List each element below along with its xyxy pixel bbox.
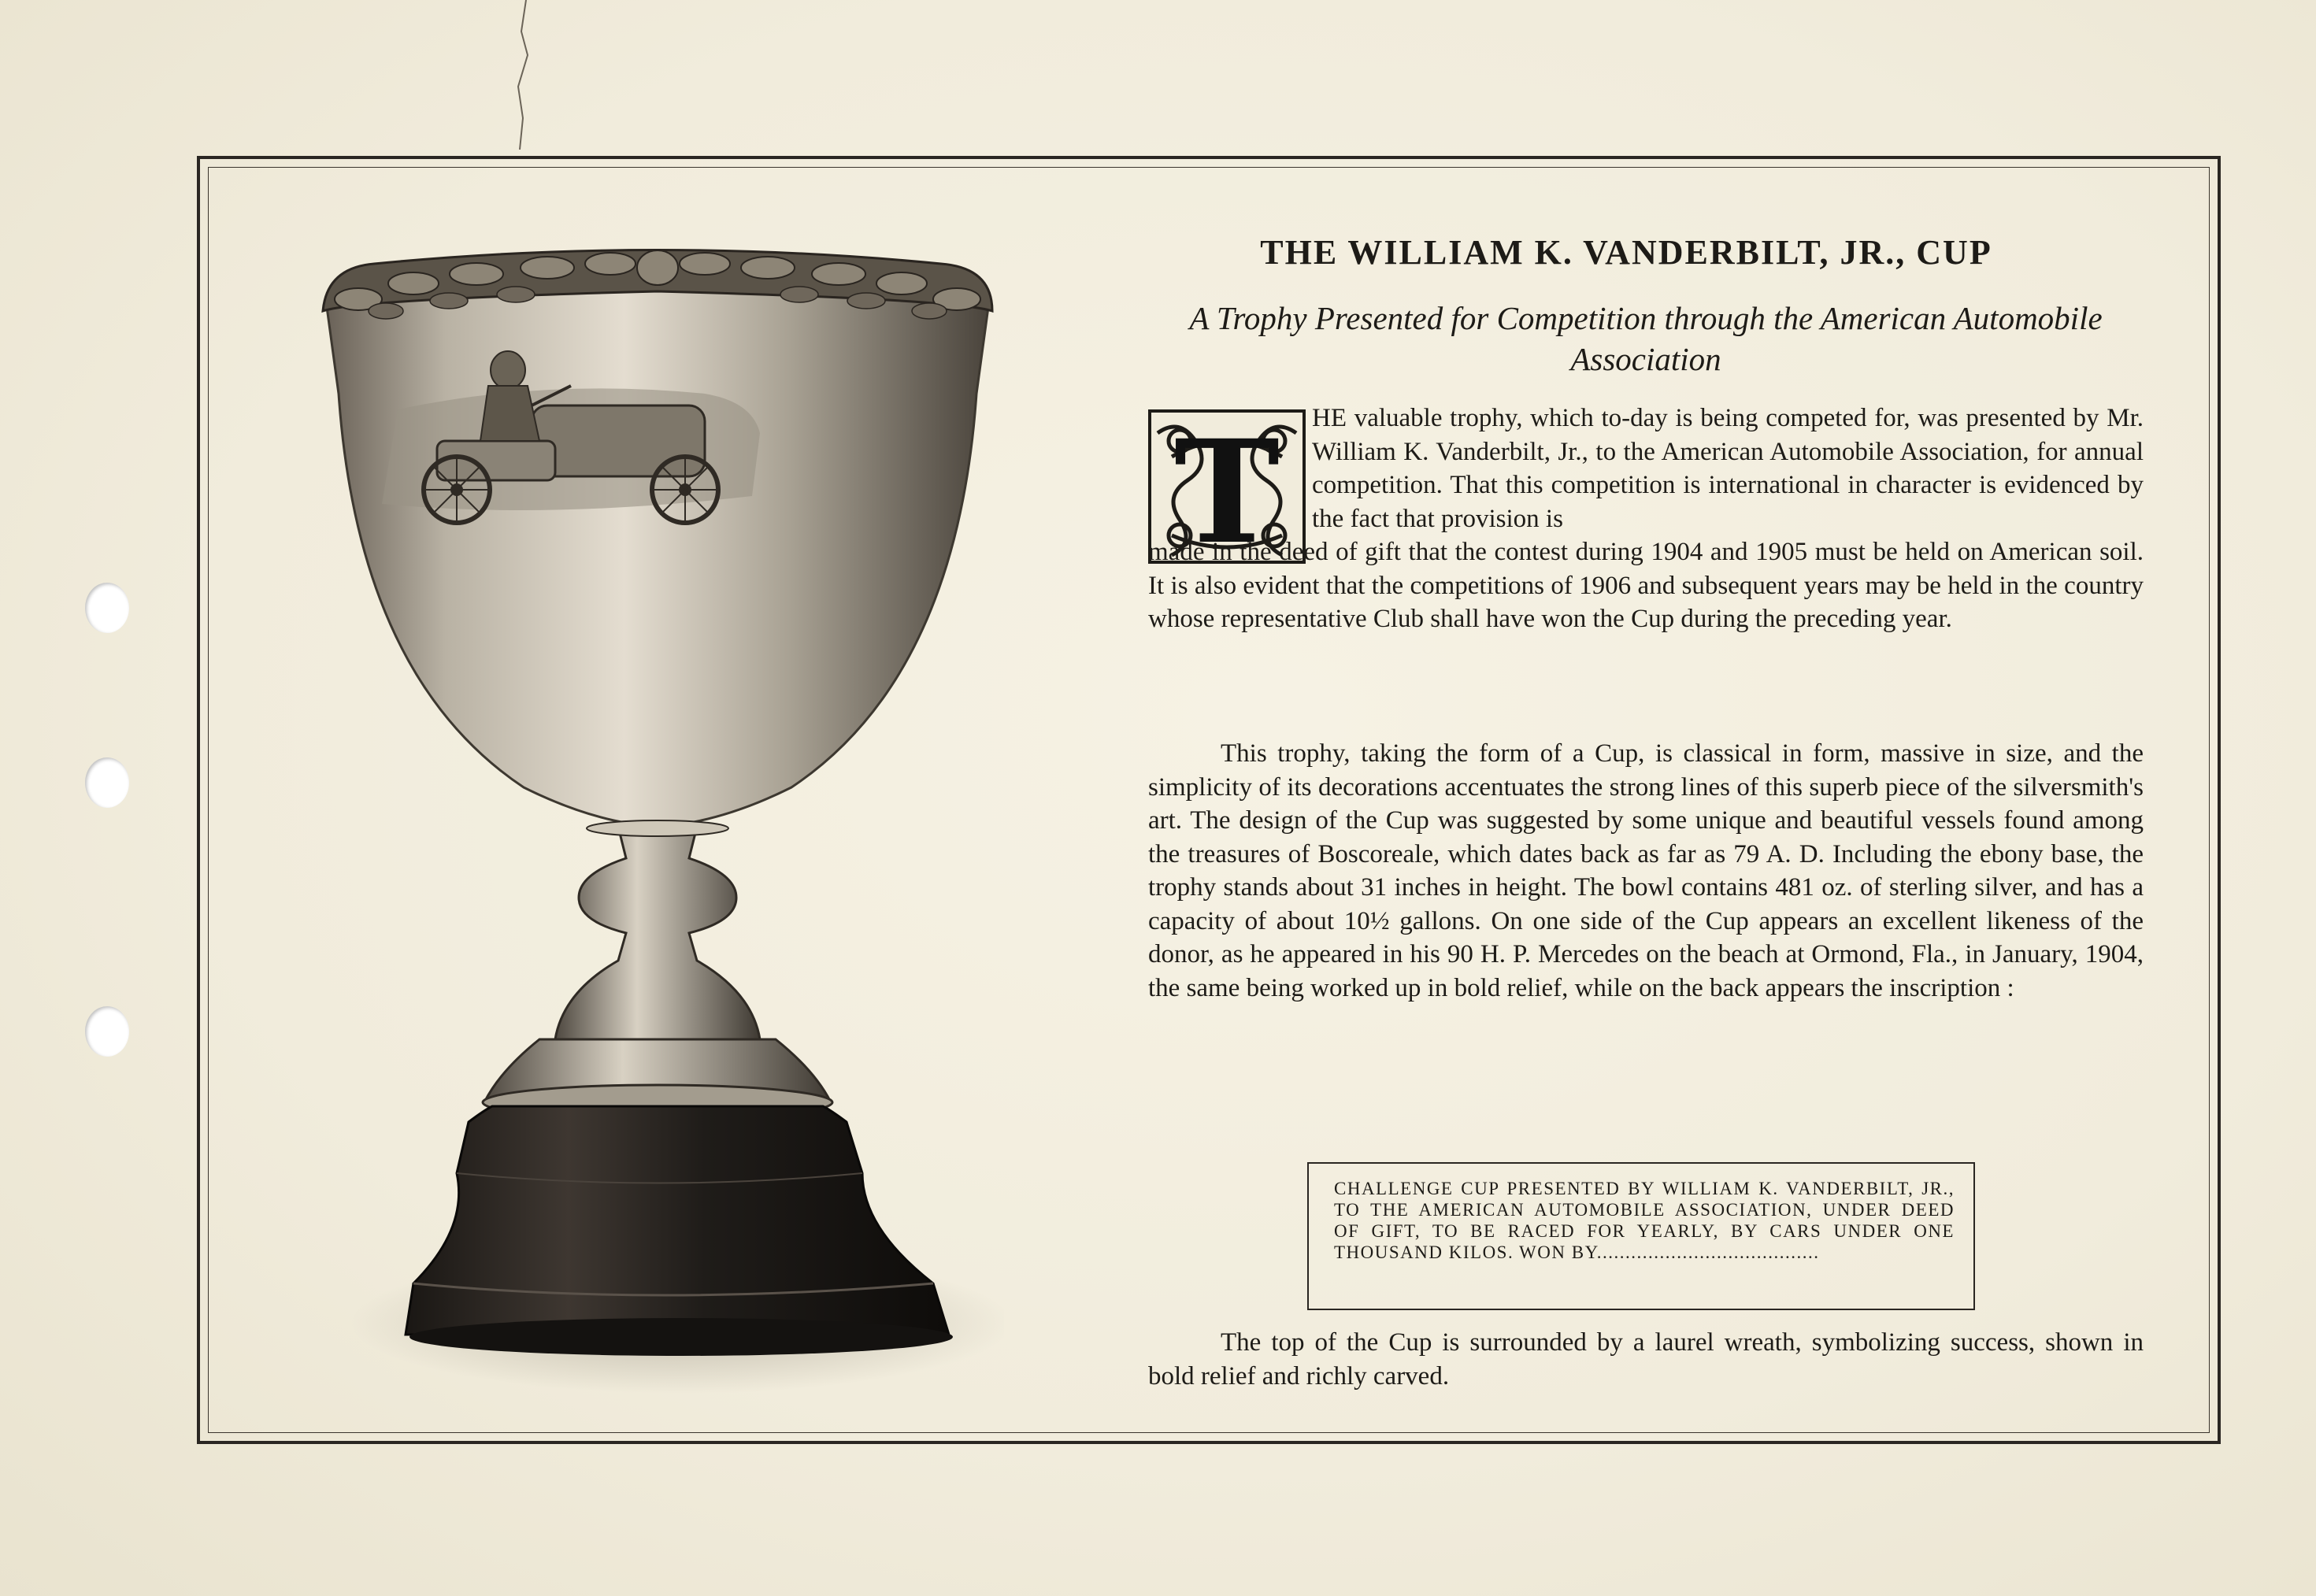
- dropcap-letter: T: [1174, 409, 1280, 564]
- paragraph-1-lead: HE valuable trophy, which to-day is being competed for, was presented by Mr. William K. Vanderbilt, Jr., to the American Automobile Association, for annual competition. That this competition is international in character is evidenced by the fact that provision is: [1312, 404, 2144, 533]
- page-title: THE WILLIAM K. VANDERBILT, JR., CUP: [1260, 233, 1992, 272]
- paragraph-2: This trophy, taking the form of a Cup, is classical in form, massive in size, and the simplicity of its decorations accentuates the strong lines of this superb piece of the silversmith's art. The design of the Cup was suggested by some unique and beautiful vessels found among the treasures of Boscoreale, which dates back as far as 79 A. D. Including the ebony base, the trophy stands about 31 inches in height. The bowl contains 481 oz. of sterling silver, and has a capacity of about 10½ gallons. On one side of the Cup appears an excellent likeness of the donor, as he appeared in his 90 H. P. Mercedes on the beach at Ormond, Fla., in January, 1904, the same being worked up in bold relief, while on the back appears the inscription :: [1148, 739, 2144, 1002]
- trophy-cup-illustration: [311, 236, 1004, 1394]
- paragraph-3: The top of the Cup is surrounded by a laurel wreath, symbolizing success, shown in bold relief and richly carved.: [1148, 1328, 2144, 1390]
- binder-hole: [85, 1006, 129, 1057]
- page-subtitle: A Trophy Presented for Competition through the American Automobile Association: [1189, 300, 2103, 377]
- paper-crack: [504, 0, 535, 150]
- binder-hole: [85, 757, 129, 808]
- paragraph-1-rest: made in the deed of gift that the contest during 1904 and 1905 must be held on American soil. It is also evident that the competitions of 1906 and subsequent years may be held in the country whose representative Club shall have won the Cup during the preceding year.: [1148, 538, 2144, 633]
- inscription-box: CHALLENGE CUP PRESENTED BY WILLIAM K. VANDERBILT, JR., TO THE AMERICAN AUTOMOBILE ASSOCIATION, UNDER DEED OF GIFT, TO BE RACED FOR YEARLY, BY CARS UNDER ONE THOUSAND KILOS. WON BY.......................................: [1307, 1162, 1975, 1310]
- binder-hole: [85, 583, 129, 633]
